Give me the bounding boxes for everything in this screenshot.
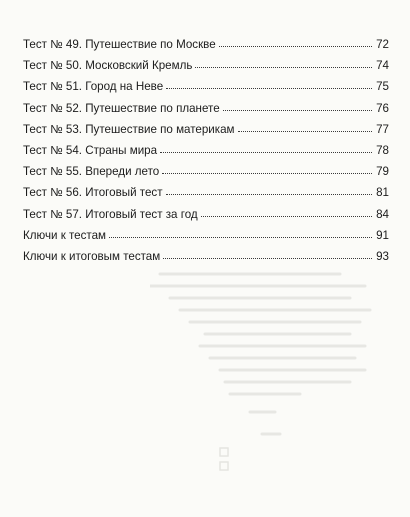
toc-entry <box>23 204 389 225</box>
toc-entry <box>23 76 389 97</box>
toc-entry-title: Тест № 50. Московский Кремль <box>23 59 193 73</box>
toc-entry-title: Тест № 52. Путешествие по планете <box>23 101 220 115</box>
toc-dot-leader <box>238 122 372 132</box>
toc-entry-title: Ключи к тестам <box>23 228 107 242</box>
toc-page-number: 79 <box>376 165 389 179</box>
toc-dot-leader <box>166 79 372 89</box>
toc-entry-title: Ключи к итоговым тестам <box>23 249 161 263</box>
show-through-texture <box>150 262 380 492</box>
toc-page-number: 81 <box>376 186 389 200</box>
toc-dot-leader <box>160 143 372 153</box>
toc-page-number: 75 <box>376 80 389 94</box>
toc-page-number: 72 <box>376 38 389 51</box>
toc-entry <box>23 34 389 55</box>
toc-entry-title: Тест № 57. Итоговый тест за год <box>23 207 198 221</box>
toc-dot-leader <box>109 228 372 238</box>
toc-entry-title: Тест № 54. Страны мира <box>23 143 158 157</box>
toc-entry <box>23 55 389 76</box>
toc-page-number: 76 <box>376 101 389 115</box>
toc-dot-leader <box>166 185 372 195</box>
toc-entry <box>23 246 389 267</box>
toc-entry <box>23 182 389 203</box>
toc-page-number: 78 <box>376 143 389 157</box>
toc-entry-title: Тест № 53. Путешествие по материкам <box>23 122 235 136</box>
toc-entry-title: Тест № 49. Путешествие по Москве <box>23 38 216 51</box>
toc-page-number: 91 <box>376 228 389 242</box>
table-of-contents <box>23 34 389 267</box>
toc-entry-title: Тест № 56. Итоговый тест <box>23 186 163 200</box>
toc-entry <box>23 119 389 140</box>
toc-entry-title: Тест № 55. Впереди лето <box>23 165 160 179</box>
toc-page-number: 77 <box>376 122 389 136</box>
toc-entry-title: Тест № 51. Город на Неве <box>23 80 164 94</box>
toc-dot-leader <box>223 101 372 111</box>
toc-entry <box>23 225 389 246</box>
toc-dot-leader <box>195 58 372 68</box>
toc-page-number: 93 <box>376 249 389 263</box>
toc-dot-leader <box>201 207 372 217</box>
toc-dot-leader <box>162 164 372 174</box>
toc-dot-leader <box>219 37 372 47</box>
toc-page-number: 74 <box>376 59 389 73</box>
toc-entry <box>23 140 389 161</box>
toc-entry <box>23 98 389 119</box>
toc-dot-leader <box>163 249 372 259</box>
toc-entry <box>23 161 389 182</box>
toc-page-number: 84 <box>376 207 389 221</box>
